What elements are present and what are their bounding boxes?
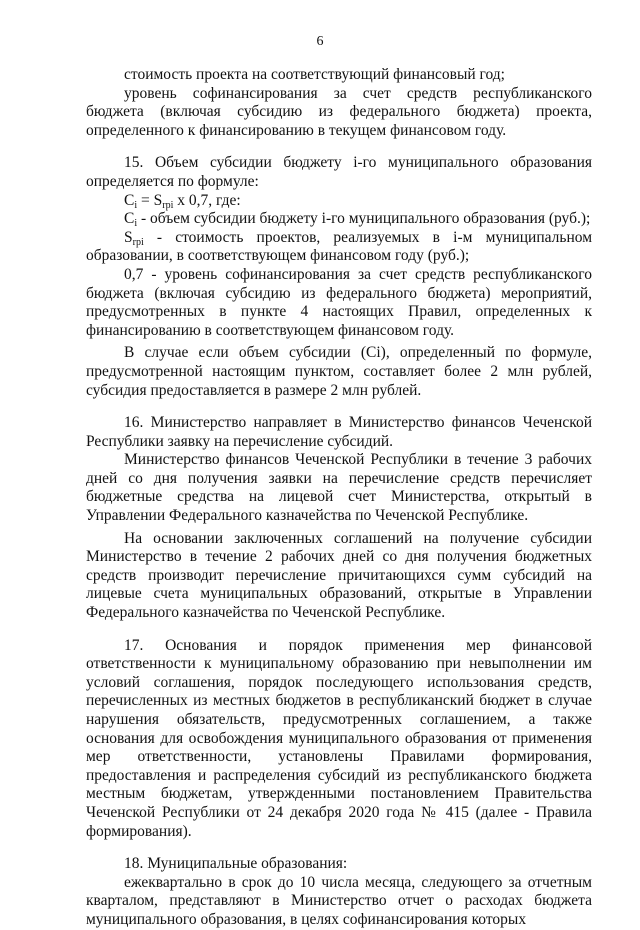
var-srpi: S <box>124 228 133 246</box>
page-number: 6 <box>316 34 324 49</box>
var-ci: C <box>124 210 135 228</box>
definition-srpi-text: - стоимость проектов, реализуемых в i-м муниципальном образовании, в соответствующем финансовом году (руб.); <box>86 228 592 265</box>
formula-eq: = S <box>137 191 163 209</box>
paragraph-16-transfer: Министерство финансов Чеченской Республики в течение 3 рабочих дней со дня получения заявки на перечисление средств перечисляет бюджетные средства на лицевой счет Министерства, открытый в Управлении Федерального казначейства по Чеченской Республике. <box>86 451 592 525</box>
formula-line <box>86 192 592 211</box>
paragraph-18-quarterly-report: ежеквартально в срок до 10 числа месяца, следующего за отчетным кварталом, представляют в Министерство отчет о расходах бюджета муниципального образования, в целях софинансирования которых <box>86 873 592 928</box>
paragraph-cofinancing-level: уровень софинансирования за счет средств республиканского бюджета (включая субсидию из федерального бюджета) проекта, определенного к финансированию в текущем финансовом году. <box>86 84 592 139</box>
paragraph-subsidy-limit: В случае если объем субсидии (Ci), определенный по формуле, предусмотренной настоящим пунктом, составляет более 2 млн рублей, субсидия предоставляется в размере 2 млн рублей. <box>86 344 592 399</box>
formula-lhs-subscript: i <box>134 199 138 211</box>
document-body <box>86 66 592 930</box>
formula-lhs: C <box>124 191 135 209</box>
paragraph-15-subsidy-volume: 15. Объем субсидии бюджету i-го муниципального образования определяется по формуле: <box>86 154 592 190</box>
paragraph-18-municipalities: 18. Муниципальные образования: <box>124 855 348 873</box>
definition-srpi <box>86 229 592 266</box>
definition-ci <box>86 210 592 229</box>
formula-rhs: х 0,7, где: <box>173 191 241 209</box>
formula-eq-subscript: rpi <box>162 199 174 211</box>
formula <box>124 192 241 209</box>
var-srpi-subscript: rpi <box>132 236 144 248</box>
paragraph-16-request: 16. Министерство направляет в Министерство финансов Чеченской Республики заявку на перечисление субсидий. <box>86 414 592 450</box>
paragraph-17-responsibility: 17. Основания и порядок применения мер финансовой ответственности к муниципальному образованию при невыполнении им условий соглашения, порядок последующего использования средств, перечисленных из местных бюджетов в республиканский бюджет в случае нарушения обязательств, предусмотренных соглашением, а также основания для освобождения муниципального образования от применения мер ответственности, установлены Правилами формирования, предоставления и распределения субсидий из республиканского бюджета местным бюджетам, утвержденными постановлением Правительства Чеченской Республики от 24 декабря 2020 года № 415 (далее - Правила формирования). <box>86 636 592 840</box>
definition-coefficient: 0,7 - уровень софинансирования за счет средств республиканского бюджета (включая субсидию из федерального бюджета) мероприятий, предусмотренных в пункте 4 настоящих Правил, определенных к финансированию в соответствующем финансовом году. <box>86 265 592 339</box>
var-ci-subscript: i <box>134 218 138 230</box>
definition-ci-text: - объем субсидии бюджету i-го муниципального образования (руб.); <box>137 210 591 228</box>
paragraph-16-distribution: На основании заключенных соглашений на получение субсидии Министерство в течение 2 рабочих дней со дня получения бюджетных средств производит перечисление причитающихся сумм субсидий на лицевые счета муниципальных образований, открытые в Управлении Федерального казначейства по Чеченской Республике. <box>86 529 592 622</box>
paragraph-project-cost: стоимость проекта на соответствующий финансовый год; <box>124 66 505 83</box>
